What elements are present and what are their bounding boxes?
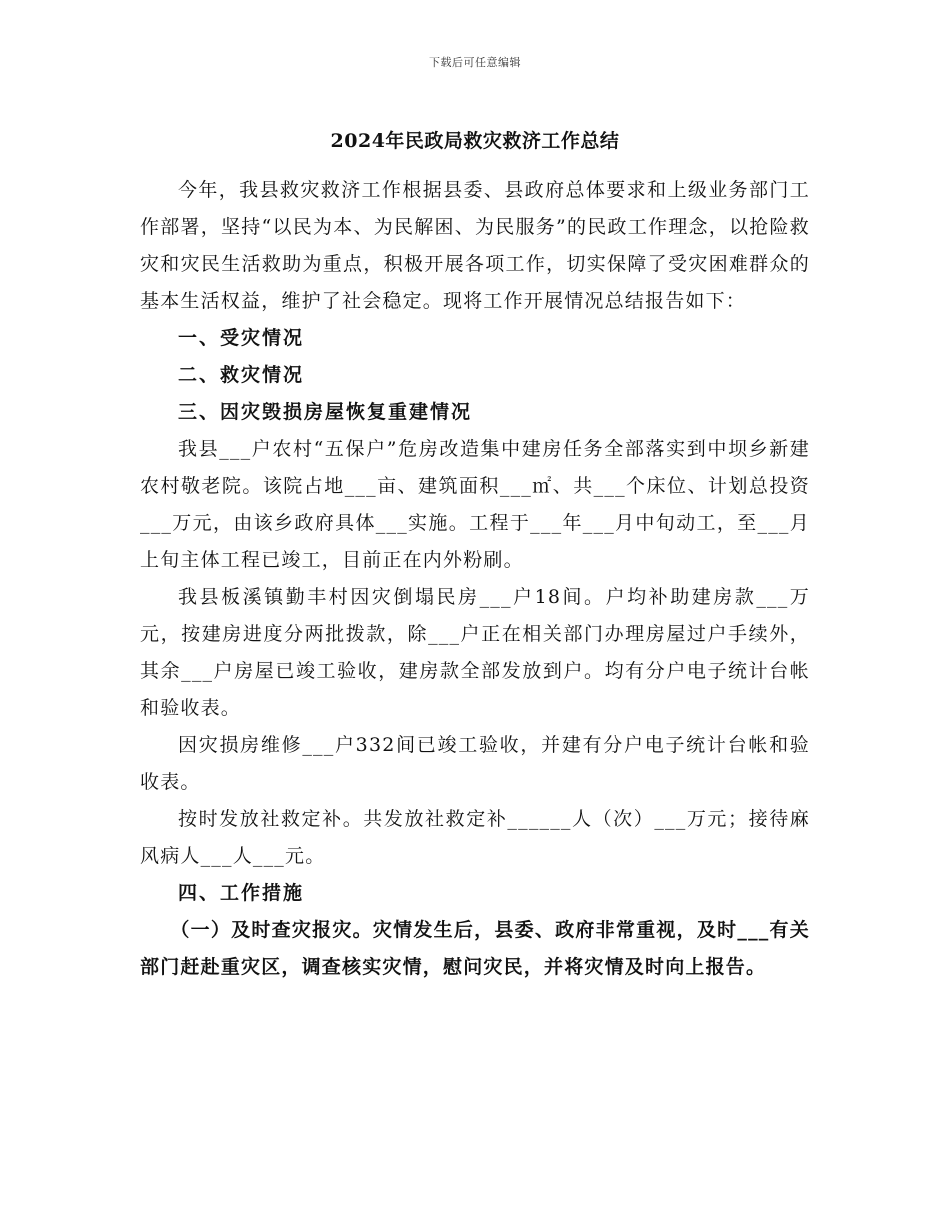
housing-paragraph-2: 我县板溪镇勤丰村因灾倒塌民房___户18间。户均补助建房款___万元，按建房进度分两批拨款，除___户正在相关部门办理房屋过户手续外，其余___户房屋已竣工验收，建房款全部发放到户。均有分户电子统计台帐和验收表。 bbox=[140, 586, 810, 719]
section-heading-1: 一、受灾情况 bbox=[178, 327, 305, 349]
section-heading-3: 三、因灾毁损房屋恢复重建情况 bbox=[178, 401, 473, 423]
measure-paragraph-1: （一）及时查灾报灾。灾情发生后，县委、政府非常重视，及时___有关部门赶赴重灾区，调查核实灾情，慰问灾民，并将灾情及时向上报告。 bbox=[140, 919, 810, 978]
document-body bbox=[140, 172, 810, 986]
subsidy-paragraph: 按时发放社救定补。共发放社救定补______人（次）___万元；接待麻风病人___人___元。 bbox=[140, 808, 810, 867]
document-title: 2024年民政局救灾救济工作总结 bbox=[330, 130, 620, 152]
header-note: 下载后可任意编辑 bbox=[429, 56, 521, 69]
housing-paragraph-1: 我县___户农村“五保户”危房改造集中建房任务全部落实到中坝乡新建农村敬老院。该院占地___亩、建筑面积___㎡、共___个床位、计划总投资___万元，由该乡政府具体___实施。工程于___年___月中旬动工，至___月上旬主体工程已竣工，目前正在内外粉刷。 bbox=[140, 438, 810, 571]
section-heading-2: 二、救灾情况 bbox=[178, 364, 305, 386]
housing-paragraph-3: 因灾损房维修___户332间已竣工验收，并建有分户电子统计台帐和验收表。 bbox=[140, 734, 810, 793]
intro-paragraph: 今年，我县救灾救济工作根据县委、县政府总体要求和上级业务部门工作部署，坚持“以民为本、为民解困、为民服务”的民政工作理念，以抢险救灾和灾民生活救助为重点，积极开展各项工作，切实保障了受灾困难群众的基本生活权益，维护了社会稳定。现将工作开展情况总结报告如下： bbox=[140, 179, 810, 312]
section-heading-4: 四、工作措施 bbox=[178, 882, 305, 904]
